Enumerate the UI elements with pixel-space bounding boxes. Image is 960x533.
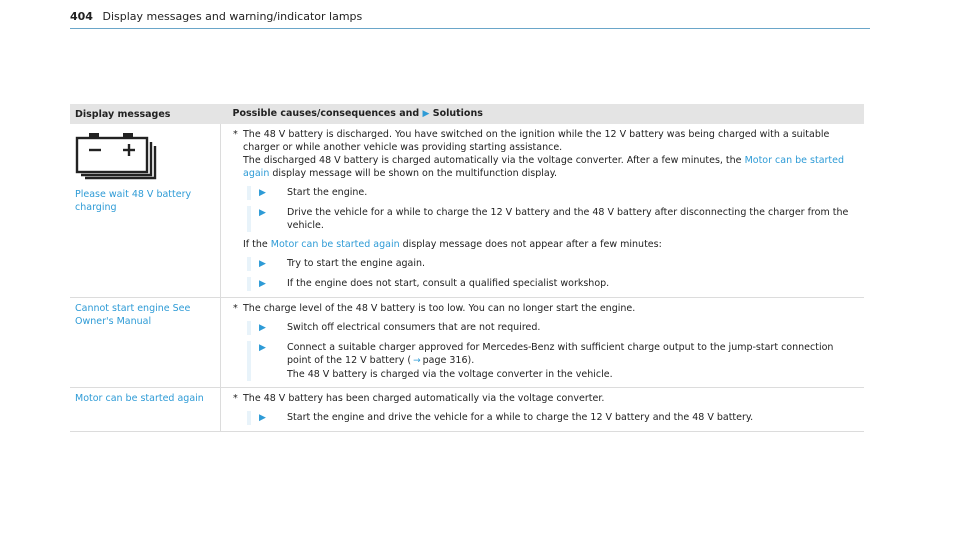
solution-step — [233, 321, 859, 335]
header-divider — [70, 28, 870, 29]
display-message-label: Motor can be started again — [75, 393, 204, 404]
play-arrow-icon: ▶ — [259, 259, 266, 269]
page-reference-link[interactable]: page 316). — [422, 355, 475, 366]
display-message-label: Cannot start engine See Owner's Manual — [75, 303, 191, 327]
cause-text: The charge level of the 48 V battery is too low. You can no longer start the engine. — [243, 303, 636, 314]
display-message-cell — [70, 298, 221, 388]
table-header-row — [70, 104, 864, 124]
table-row — [70, 124, 864, 298]
display-message-reference: Motor can be started again — [270, 239, 400, 250]
solution-step — [233, 206, 859, 232]
solution-step-text: Drive the vehicle for a while to charge the 12 V battery and the 48 V battery after disconnecting the charger from the vehicle. — [287, 207, 849, 231]
play-arrow-icon: ▶ — [259, 413, 266, 423]
cause-text: The 48 V battery is discharged. You have switched on the ignition while the 12 V battery was being charged with a suitable charger or while another vehicle was providing starting assistance. — [243, 129, 830, 153]
note-text-end: display message will be shown on the multifunction display. — [272, 168, 558, 179]
play-arrow-icon: ▶ — [422, 109, 430, 119]
col-header-causes-text: Possible causes/consequences and — [232, 108, 420, 119]
solution-step — [233, 186, 859, 200]
page-reference-arrow-icon: → — [413, 356, 421, 366]
table-row — [70, 298, 864, 388]
solution-step-note: The 48 V battery is charged via the voltage converter in the vehicle. — [287, 369, 613, 380]
display-message-cell — [70, 124, 221, 298]
table-row — [70, 388, 864, 432]
display-message-reference: Motor can be started again — [243, 155, 845, 179]
page-title: Display messages and warning/indicator lamps — [102, 10, 363, 23]
col-header-solutions-text: Solutions — [432, 108, 483, 119]
play-arrow-icon: ▶ — [259, 208, 266, 218]
page-number: 404 — [70, 10, 93, 23]
causes-cell: * The 48 V battery is discharged. You have switched on the ignition while the 12 V battery was being charged with a suitable charger or while another vehicle was providing starting assistance. The discharged 48 V battery is charged automatically via the voltage converter. After a few minutes, the Motor can be started again display message will be shown on the multifunction display. ▶ Start the engine. ▶ Drive the vehicle for a while to charge the 12 V battery and the 48 V battery after disconnecting the charger from the vehicle. If the Motor can be started again display message does not appear after a few minutes: ▶ Try to start the engine again. ▶ If the engine does not start, consult a qualified specialist workshop. — [221, 124, 865, 298]
solution-step — [233, 411, 859, 425]
cause-text: The 48 V battery has been charged automatically via the voltage converter. — [243, 393, 605, 404]
play-arrow-icon: ▶ — [259, 343, 266, 353]
causes-cell: * The 48 V battery has been charged automatically via the voltage converter. ▶ Start the engine and drive the vehicle for a while to charge the 12 V battery and the 48 V battery. — [221, 388, 865, 432]
solution-step — [233, 341, 859, 381]
condition-text: If the — [243, 239, 268, 250]
play-arrow-icon: ▶ — [259, 323, 266, 333]
page-header — [70, 10, 362, 23]
solution-step-text: Try to start the engine again. — [287, 258, 426, 269]
display-messages-table — [70, 104, 864, 432]
note-text: The discharged 48 V battery is charged automatically via the voltage converter. After a few minutes, the — [243, 155, 742, 166]
solution-step-text: Start the engine. — [287, 187, 368, 198]
solution-step-text: If the engine does not start, consult a qualified specialist workshop. — [287, 278, 610, 289]
display-message-label: Please wait 48 V battery charging — [75, 189, 192, 213]
play-arrow-icon: ▶ — [259, 279, 266, 289]
solution-step-text: Switch off electrical consumers that are not required. — [287, 322, 541, 333]
battery-icon — [75, 130, 215, 184]
solution-step-text: Start the engine and drive the vehicle for a while to charge the 12 V battery and the 48 V battery. — [287, 412, 754, 423]
col-header-causes — [221, 104, 865, 124]
solution-step — [233, 257, 859, 271]
solution-step-text: Connect a suitable charger approved for Mercedes-Benz with sufficient charge output to the jump-start connection point of the 12 V battery ( — [287, 342, 834, 366]
play-arrow-icon: ▶ — [259, 188, 266, 198]
col-header-display: Display messages — [70, 104, 221, 124]
solution-step — [233, 277, 859, 291]
condition-text-end: display message does not appear after a few minutes: — [402, 239, 662, 250]
display-message-cell — [70, 388, 221, 432]
causes-cell: * The charge level of the 48 V battery is too low. You can no longer start the engine. ▶ Switch off electrical consumers that are not required. ▶ Connect a suitable charger approved for Mercedes-Benz with sufficient charge output to the jump-start connection point of the 12 V battery ( → page 316). The 48 V battery is charged via the voltage converter in the vehicle. — [221, 298, 865, 388]
